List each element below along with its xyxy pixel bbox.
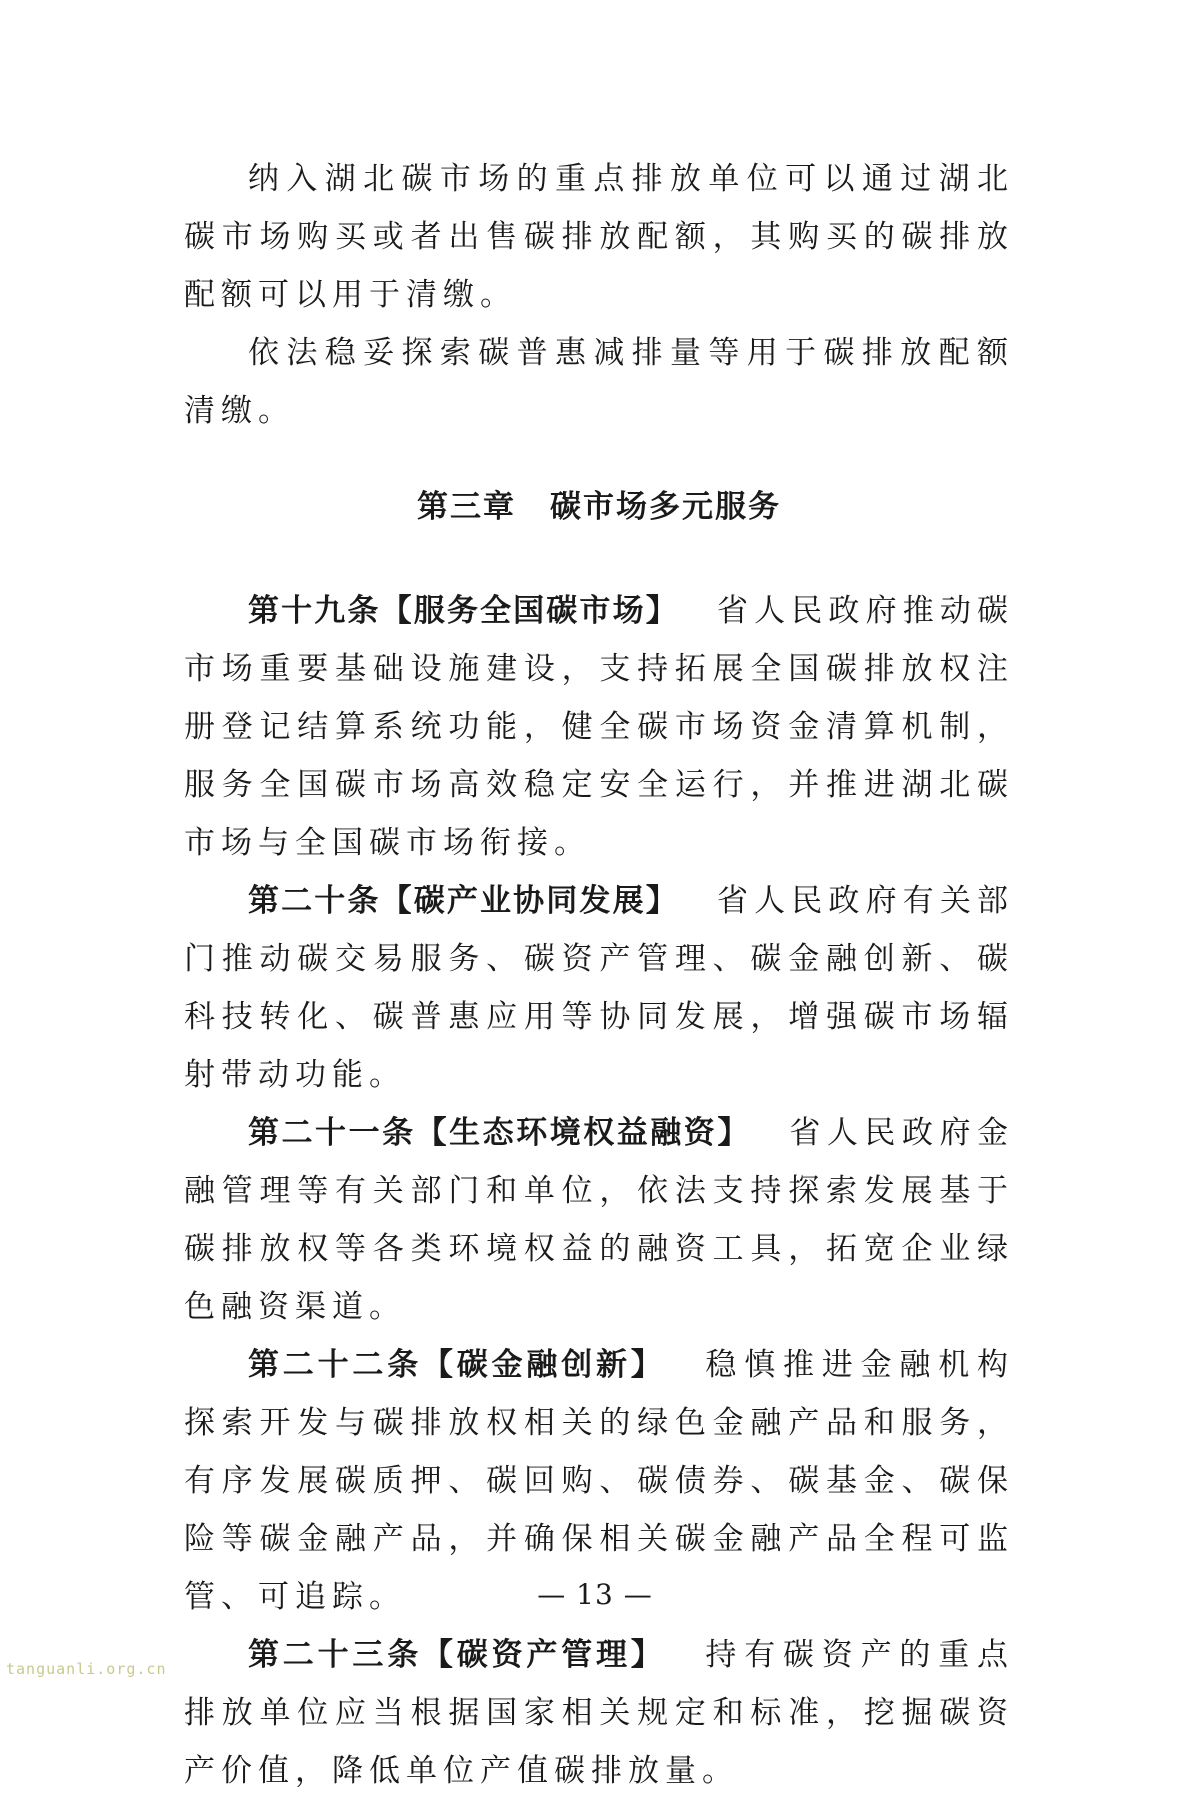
article-heading: 第二十条【碳产业协同发展】 — [248, 883, 679, 919]
paragraph: 纳入湖北碳市场的重点排放单位可以通过湖北碳市场购买或者出售碳排放配额，其购买的碳排放配额可以用于清缴。 — [184, 161, 1014, 313]
chapter-title: 碳市场多元服务 — [550, 489, 781, 525]
article-heading: 第二十二条【碳金融创新】 — [248, 1347, 666, 1383]
chapter-number: 第三章 — [417, 489, 516, 525]
article-heading: 第二十一条【生态环境权益融资】 — [248, 1115, 751, 1151]
paragraph: 依法稳妥探索碳普惠减排量等用于碳排放配额清缴。 — [184, 335, 1014, 429]
article-paragraph — [184, 1626, 1014, 1800]
article-body: 省人民政府金融管理等有关部门和单位，依法支持探索发展基于碳排放权等各类环境权益的融资工具，拓宽企业绿色融资渠道。 — [184, 1115, 1015, 1325]
article-body: 省人民政府有关部门推动碳交易服务、碳资产管理、碳金融创新、碳科技转化、碳普惠应用等协同发展，增强碳市场辐射带动功能。 — [184, 883, 1015, 1093]
article-paragraph — [184, 872, 1014, 1104]
page-content — [184, 150, 1014, 1800]
watermark: tanguanli.org.cn — [6, 1660, 167, 1678]
article-paragraph — [184, 1104, 1014, 1336]
article-paragraph — [184, 582, 1014, 872]
article-body: 省人民政府推动碳市场重要基础设施建设，支持拓展全国碳排放权注册登记结算系统功能，健全碳市场资金清算机制，服务全国碳市场高效稳定安全运行，并推进湖北碳市场与全国碳市场衔接。 — [184, 593, 1015, 861]
article-heading: 第十九条【服务全国碳市场】 — [248, 593, 679, 629]
article-body: 稳慎推进金融机构探索开发与碳排放权相关的绿色金融产品和服务，有序发展碳质押、碳回购、碳债券、碳基金、碳保险等碳金融产品，并确保相关碳金融产品全程可监管、可追踪。 — [184, 1347, 1015, 1615]
page-number: — 13 — — [537, 1578, 653, 1611]
article-heading: 第二十三条【碳资产管理】 — [248, 1637, 666, 1673]
chapter-heading — [184, 478, 1014, 536]
article-body: 持有碳资产的重点排放单位应当根据国家相关规定和标准，挖掘碳资产价值，降低单位产值碳排放量。 — [184, 1637, 1015, 1789]
